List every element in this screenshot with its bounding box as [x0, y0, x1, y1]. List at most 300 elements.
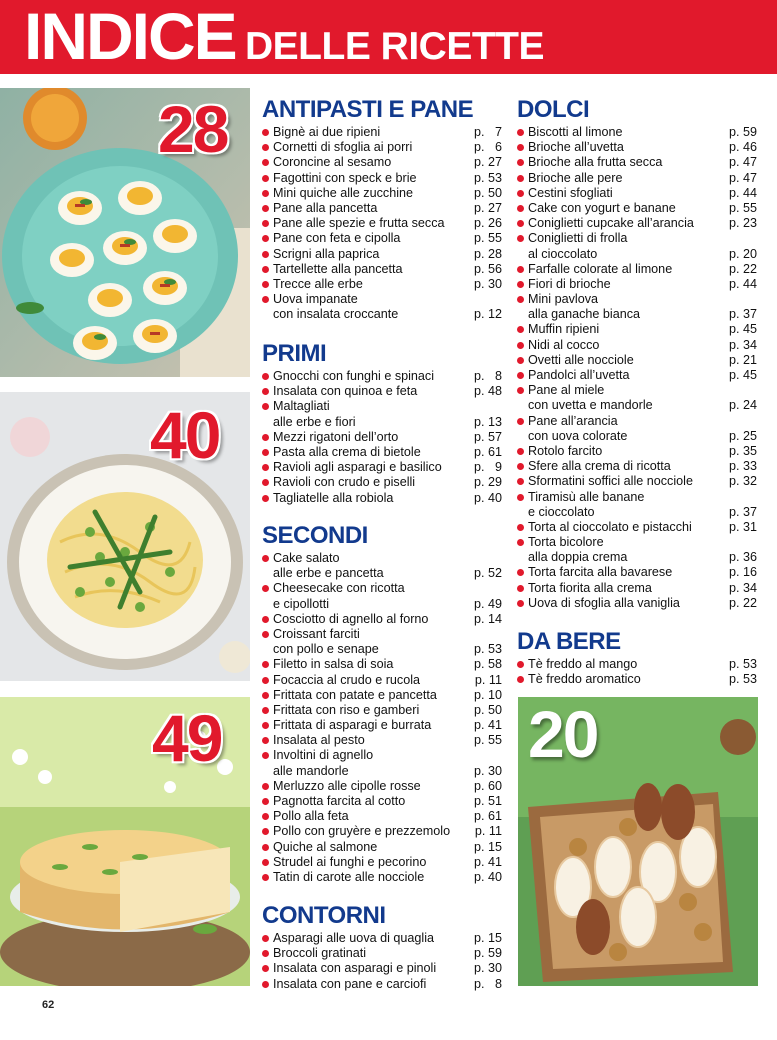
recipe-row [262, 931, 502, 946]
section-da-bere [517, 628, 757, 687]
recipe-row [517, 444, 757, 459]
recipe-row [262, 292, 502, 307]
bullet-icon [517, 326, 524, 333]
bullet-icon [517, 175, 524, 182]
recipe-name: Pagnotta farcita al cotto [273, 794, 406, 808]
bullet-icon [262, 677, 269, 684]
recipe-row [262, 581, 502, 596]
recipe-page: p. 61 [473, 809, 502, 824]
recipe-page: p. 23 [728, 216, 757, 231]
recipe-name: Cornetti di sfoglia ai porri [273, 140, 413, 155]
bullet-icon [517, 539, 524, 546]
recipe-name: Fagottini con speck e brie [273, 170, 417, 185]
recipe-name: Bignè ai due ripieni [273, 125, 381, 139]
recipe-name: Quiche al salmone [273, 839, 378, 854]
recipe-page: p. 8 [473, 369, 502, 383]
recipe-page: p. 26 [473, 216, 502, 231]
recipe-row [262, 566, 502, 581]
recipe-row [517, 231, 757, 246]
bullet-icon [262, 981, 269, 988]
recipe-page: p. 11 [474, 672, 502, 687]
recipe-row [262, 977, 502, 992]
recipe-row [262, 277, 502, 292]
recipe-page: p. 27 [473, 200, 502, 215]
recipe-row [517, 186, 757, 201]
bullet-icon [517, 418, 524, 425]
photo-bunny-cookies [518, 697, 758, 986]
recipe-name: Pane all’arancia [528, 413, 618, 428]
recipe-page: p. 12 [473, 307, 502, 322]
recipe-row [262, 384, 502, 399]
recipe-name: Pasta alla crema di bietole [273, 444, 421, 459]
recipe-name: Frittata con riso e gamberi [273, 702, 420, 717]
recipe-name: con uvetta e mandorle [528, 398, 653, 413]
bullet-icon [517, 266, 524, 273]
bullet-icon [517, 281, 524, 288]
recipe-name: Muffin ripieni [528, 322, 600, 337]
bullet-icon [517, 159, 524, 166]
recipe-row [262, 794, 502, 809]
recipe-name: Scrigni alla paprica [273, 246, 380, 261]
bullet-icon [262, 707, 269, 714]
bullet-icon [262, 844, 269, 851]
recipe-name: Sfere alla crema di ricotta [528, 459, 671, 474]
recipe-page: p. 7 [473, 125, 502, 139]
recipe-name: Farfalle colorate al limone [528, 261, 673, 276]
recipe-page: p. 44 [728, 185, 757, 200]
recipe-name: Biscotti al limone [528, 125, 623, 139]
recipe-page: p. 15 [473, 931, 502, 945]
recipe-page: p. 30 [473, 276, 502, 291]
recipe-row [262, 855, 502, 870]
recipe-page: p. 41 [473, 854, 502, 869]
recipe-row [517, 596, 757, 611]
recipe-page: p. 47 [728, 170, 757, 185]
recipe-row [517, 565, 757, 580]
recipe-name: Tè freddo al mango [528, 657, 638, 671]
page-title: INDICE [24, 0, 236, 73]
section-title: ANTIPASTI E PANE [262, 96, 474, 123]
recipe-page: p. 14 [473, 611, 502, 626]
recipe-page: p. 33 [728, 459, 757, 474]
recipe-page: p. 37 [728, 504, 757, 519]
bullet-icon [517, 676, 524, 683]
recipe-name: Maltagliati [273, 399, 330, 414]
recipe-page: p. 30 [473, 763, 502, 778]
bullet-icon [517, 585, 524, 592]
recipe-name: Torta bicolore [528, 535, 604, 550]
bullet-icon [262, 950, 269, 957]
bullet-icon [262, 495, 269, 502]
recipe-name: alla doppia crema [528, 550, 628, 565]
recipe-page: p. 60 [473, 778, 502, 793]
recipe-name: Coroncine al sesamo [273, 155, 392, 170]
recipe-row [262, 779, 502, 794]
recipe-page: p. 25 [728, 428, 757, 443]
recipe-name: Gnocchi con funghi e spinaci [273, 369, 435, 383]
recipe-page: p. 40 [473, 490, 502, 505]
recipe-row [262, 171, 502, 186]
recipe-name: Broccoli gratinati [273, 946, 367, 961]
recipe-name: Cake con yogurt e banane [528, 200, 676, 215]
recipe-list [517, 657, 757, 687]
recipe-row [517, 307, 757, 322]
recipe-page: p. 24 [728, 398, 757, 413]
recipe-row [517, 505, 757, 520]
recipe-page: p. 8 [473, 976, 502, 991]
recipe-row [262, 627, 502, 642]
recipe-row [517, 535, 757, 550]
recipe-row [517, 398, 757, 413]
recipe-row [262, 186, 502, 201]
bullet-icon [262, 235, 269, 242]
bullet-icon [517, 463, 524, 470]
recipe-name: Pane alle spezie e frutta secca [273, 216, 445, 231]
recipe-row [262, 430, 502, 445]
recipe-page: p. 9 [473, 460, 502, 475]
recipe-page: p. 35 [728, 443, 757, 458]
recipe-row [262, 307, 502, 322]
recipe-page: p. 47 [728, 155, 757, 170]
recipe-row [262, 201, 502, 216]
photo-pasta-asparagus [0, 392, 250, 681]
recipe-row [262, 155, 502, 170]
bullet-icon [262, 464, 269, 471]
recipe-row [262, 657, 502, 672]
recipe-row [517, 201, 757, 216]
recipe-page: p. 34 [728, 580, 757, 595]
recipe-page: p. 29 [473, 475, 502, 490]
bullet-icon [517, 448, 524, 455]
bullet-icon [262, 555, 269, 562]
recipe-row [262, 445, 502, 460]
bullet-icon [517, 600, 524, 607]
recipe-name: Cake salato [273, 551, 340, 565]
bullet-icon [262, 935, 269, 942]
bullet-icon [262, 874, 269, 881]
recipe-row [517, 322, 757, 337]
recipe-name: Strudel ai funghi e pecorino [273, 854, 427, 869]
recipe-page: p. 55 [473, 231, 502, 246]
bullet-icon [262, 585, 269, 592]
recipe-row [517, 672, 757, 687]
recipe-row [262, 460, 502, 475]
recipe-row [262, 597, 502, 612]
section-title: SECONDI [262, 522, 368, 549]
recipe-row [517, 140, 757, 155]
recipe-name: Croissant farciti [273, 626, 360, 641]
recipe-page: p. 45 [728, 322, 757, 337]
section-contorni [262, 902, 502, 992]
bullet-icon [517, 372, 524, 379]
bullet-icon [262, 251, 269, 258]
recipe-row [517, 171, 757, 186]
recipe-page: p. 30 [473, 961, 502, 976]
recipe-name: e cipollotti [273, 596, 330, 611]
recipe-row [262, 870, 502, 885]
recipe-name: Sformatini soffici alle nocciole [528, 474, 693, 489]
bullet-icon [517, 357, 524, 364]
recipe-row [517, 657, 757, 672]
recipe-name: Cestini sfogliati [528, 185, 613, 200]
recipe-name: Tiramisù alle banane [528, 489, 645, 504]
recipe-page: p. 34 [728, 337, 757, 352]
recipe-list [262, 551, 502, 885]
recipe-name: Pollo con gruyère e prezzemolo [273, 824, 451, 839]
bullet-icon [262, 190, 269, 197]
recipe-name: Cosciotto di agnello al forno [273, 611, 429, 626]
recipe-row [517, 292, 757, 307]
bullet-icon [262, 722, 269, 729]
recipe-name: Asparagi alle uova di quaglia [273, 931, 435, 945]
recipe-row [262, 247, 502, 262]
recipe-name: al cioccolato [528, 246, 598, 261]
recipe-row [517, 216, 757, 231]
recipe-row [262, 475, 502, 490]
recipe-page: p. 51 [473, 794, 502, 808]
recipe-row [517, 262, 757, 277]
recipe-row [262, 718, 502, 733]
recipe-name: Tagliatelle alla robiola [273, 490, 394, 505]
bullet-icon [262, 692, 269, 699]
bullet-icon [262, 434, 269, 441]
bullet-icon [262, 296, 269, 303]
bullet-icon [262, 388, 269, 395]
recipe-name: Brioche alle pere [528, 170, 623, 185]
recipe-page: p. 10 [473, 687, 502, 702]
recipe-page: p. 31 [728, 519, 757, 534]
recipe-row [517, 368, 757, 383]
recipe-page: p. 55 [728, 200, 757, 215]
recipe-row [517, 520, 757, 535]
recipe-row [517, 338, 757, 353]
section-title: PRIMI [262, 340, 327, 367]
recipe-row [262, 733, 502, 748]
recipe-name: Frittata di asparagi e burrata [273, 718, 432, 733]
recipe-name: Ravioli agli asparagi e basilico [273, 460, 442, 475]
recipe-page: p. 21 [728, 352, 757, 367]
recipe-page: p. 44 [728, 276, 757, 291]
recipe-row [517, 353, 757, 368]
recipe-row [517, 429, 757, 444]
recipe-name: Insalata con pane e carciofi [273, 976, 427, 991]
recipe-row [517, 277, 757, 292]
recipe-name: Coniglietti cupcake all’arancia [528, 216, 694, 231]
bullet-icon [517, 129, 524, 136]
recipe-name: Pane con feta e cipolla [273, 231, 401, 246]
photo-page-number: 49 [152, 701, 222, 775]
recipe-row [262, 703, 502, 718]
bullet-icon [517, 478, 524, 485]
recipe-name: Nidi al cocco [528, 337, 600, 352]
bullet-icon [262, 965, 269, 972]
bullet-icon [517, 144, 524, 151]
recipe-name: alle erbe e fiori [273, 414, 356, 429]
recipe-row [262, 673, 502, 688]
recipe-page: p. 55 [473, 733, 502, 748]
recipe-name: Ovetti alle nocciole [528, 352, 634, 367]
recipe-row [262, 415, 502, 430]
bullet-icon [262, 798, 269, 805]
page-number: 62 [42, 999, 55, 1011]
recipe-row [262, 688, 502, 703]
photo-deviled-eggs [0, 88, 250, 377]
section-title: DOLCI [517, 96, 590, 123]
recipe-name: Uova impanate [273, 292, 358, 307]
recipe-page: p. 52 [473, 566, 502, 581]
bullet-icon [262, 373, 269, 380]
recipe-row [262, 961, 502, 976]
recipe-row [262, 642, 502, 657]
recipe-name: Pollo alla feta [273, 809, 349, 824]
recipe-name: Merluzzo alle cipolle rosse [273, 778, 421, 793]
recipe-row [262, 809, 502, 824]
recipe-row [517, 383, 757, 398]
recipe-row [262, 946, 502, 961]
recipe-page: p. 53 [473, 642, 502, 657]
recipe-row [262, 840, 502, 855]
recipe-list [262, 369, 502, 506]
recipe-name: Fiori di brioche [528, 276, 611, 291]
recipe-name: Pane al miele [528, 383, 605, 398]
recipe-name: Torta fiorita alla crema [528, 580, 652, 595]
recipe-page: p. 36 [728, 550, 757, 565]
bullet-icon [517, 494, 524, 501]
section-title: DA BERE [517, 628, 621, 655]
recipe-page: p. 6 [473, 140, 502, 155]
photo-cheesecake [0, 697, 250, 986]
recipe-name: Pandolci all’uvetta [528, 368, 630, 382]
bullet-icon [262, 737, 269, 744]
recipe-row [262, 125, 502, 140]
recipe-row [517, 155, 757, 170]
bullet-icon [262, 449, 269, 456]
recipe-name: Tè freddo aromatico [528, 672, 641, 687]
recipe-row [262, 231, 502, 246]
recipe-name: con insalata croccante [273, 307, 399, 322]
recipe-list [262, 125, 502, 322]
recipe-row [262, 491, 502, 506]
section-antipasti [262, 96, 502, 322]
recipe-row [517, 414, 757, 429]
bullet-icon [517, 205, 524, 212]
recipe-name: Uova di sfoglia alla vaniglia [528, 595, 680, 610]
recipe-row [262, 262, 502, 277]
recipe-row [517, 474, 757, 489]
recipe-page: p. 50 [473, 702, 502, 717]
recipe-name: Tatin di carote alle nocciole [273, 869, 425, 884]
recipe-row [262, 399, 502, 414]
recipe-row [262, 551, 502, 566]
recipe-page: p. 16 [728, 565, 757, 580]
recipe-row [262, 764, 502, 779]
recipe-name: Mini pavlova [528, 292, 598, 307]
bullet-icon [262, 266, 269, 273]
recipe-row [517, 550, 757, 565]
recipe-name: Insalata con asparagi e pinoli [273, 961, 437, 976]
recipe-list [517, 125, 757, 611]
recipe-name: alla ganache bianca [528, 307, 641, 322]
bullet-icon [262, 281, 269, 288]
bullet-icon [262, 661, 269, 668]
recipe-name: Rotolo farcito [528, 443, 603, 458]
bullet-icon [262, 144, 269, 151]
recipe-list [262, 931, 502, 992]
recipe-row [262, 612, 502, 627]
recipe-name: Tartellette alla pancetta [273, 261, 403, 276]
recipe-name: Coniglietti di frolla [528, 231, 628, 246]
recipe-name: Filetto in salsa di soia [273, 657, 394, 672]
recipe-page: p. 46 [728, 140, 757, 155]
bullet-icon [262, 175, 269, 182]
recipe-page: p. 15 [473, 839, 502, 854]
recipe-name: alle erbe e pancetta [273, 566, 384, 581]
recipe-page: p. 53 [473, 170, 502, 185]
bullet-icon [262, 752, 269, 759]
recipe-page: p. 49 [473, 596, 502, 611]
recipe-name: Frittata con patate e pancetta [273, 687, 437, 702]
bullet-icon [262, 129, 269, 136]
bullet-icon [262, 783, 269, 790]
recipe-page: p. 22 [728, 261, 757, 276]
bullet-icon [262, 859, 269, 866]
recipe-name: e cioccolato [528, 504, 595, 519]
bullet-icon [262, 828, 269, 835]
recipe-name: Brioche alla frutta secca [528, 155, 663, 170]
recipe-row [517, 125, 757, 140]
recipe-page: p. 58 [473, 657, 502, 672]
header-band [0, 0, 777, 74]
recipe-page: p. 53 [728, 657, 757, 671]
photo-page-number: 40 [150, 398, 220, 472]
recipe-name: Torta farcita alla bavarese [528, 565, 673, 580]
recipe-page: p. 32 [728, 474, 757, 489]
recipe-page: p. 61 [473, 444, 502, 459]
bullet-icon [262, 616, 269, 623]
recipe-row [262, 216, 502, 231]
recipe-name: Cheesecake con ricotta [273, 581, 405, 596]
recipe-name: Pane alla pancetta [273, 200, 378, 215]
bullet-icon [517, 387, 524, 394]
photo-page-number: 20 [528, 697, 598, 771]
recipe-name: con pollo e senape [273, 642, 379, 657]
bullet-icon [517, 296, 524, 303]
recipe-page: p. 22 [728, 595, 757, 610]
bullet-icon [517, 342, 524, 349]
recipe-name: Torta al cioccolato e pistacchi [528, 519, 692, 534]
recipe-page: p. 37 [728, 307, 757, 322]
recipe-name: con uova colorate [528, 428, 628, 443]
recipe-row [262, 369, 502, 384]
bullet-icon [262, 403, 269, 410]
section-secondi [262, 522, 502, 885]
recipe-page: p. 28 [473, 246, 502, 261]
section-dolci [517, 96, 757, 611]
recipe-name: Trecce alle erbe [273, 276, 363, 291]
bullet-icon [262, 813, 269, 820]
recipe-name: Involtini di agnello [273, 748, 374, 763]
page-subtitle: DELLE RICETTE [245, 25, 545, 68]
recipe-row [517, 459, 757, 474]
bullet-icon [517, 524, 524, 531]
recipe-page: p. 48 [473, 384, 502, 399]
recipe-page: p. 59 [473, 946, 502, 961]
recipe-page: p. 20 [728, 246, 757, 261]
bullet-icon [517, 569, 524, 576]
recipe-page: p. 56 [473, 261, 502, 276]
recipe-page: p. 27 [473, 155, 502, 170]
bullet-icon [262, 479, 269, 486]
